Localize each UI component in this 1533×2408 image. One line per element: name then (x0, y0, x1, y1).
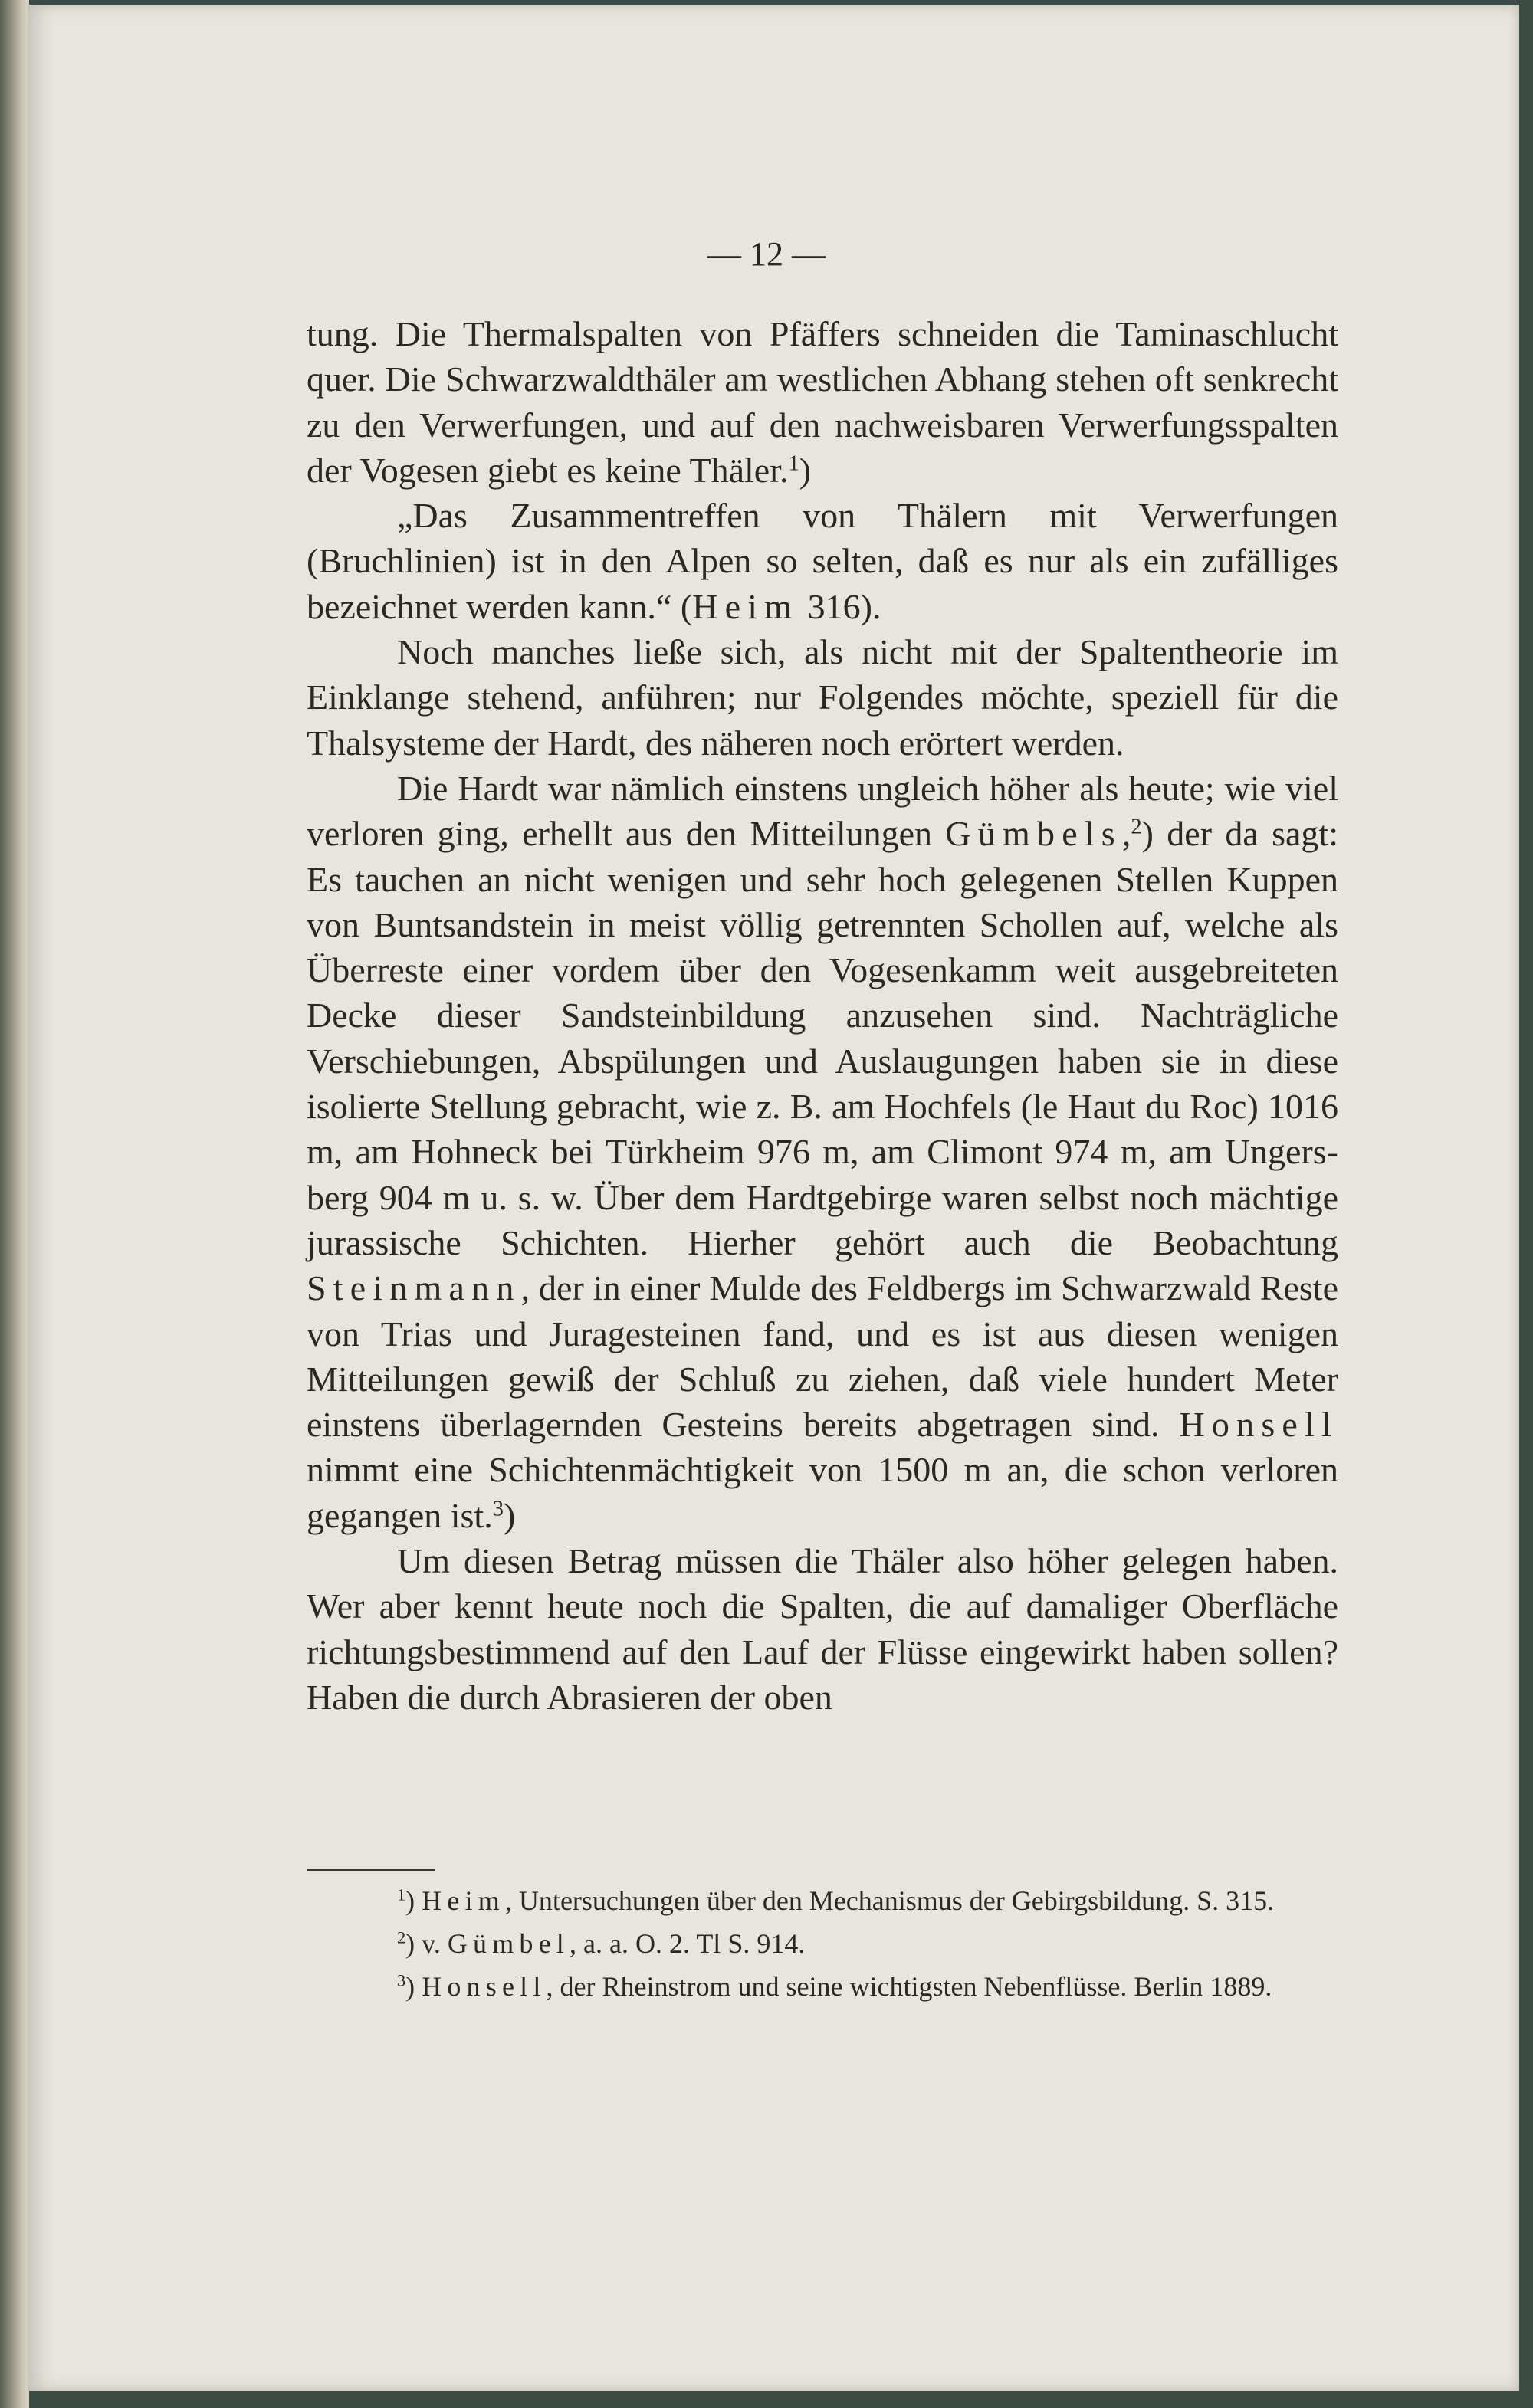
text-run: , der in einer Mulde des Feldbergs im Schwarzwald Reste von Trias und Juragesteinen fand, und es ist aus diesen wenigen Mitteilungen gewiß der Schluß zu ziehen, daß viele hundert Meter einstens überlagernden Gesteins bereits abgetragen sind. (307, 1268, 1338, 1445)
footnote-mark-paren: ) (405, 1928, 422, 1959)
footnotes (307, 1882, 1338, 2011)
spaced-name: Steinmann (307, 1268, 521, 1308)
spaced-name: Honsell (1179, 1405, 1338, 1445)
text-run: ) (799, 450, 812, 490)
spaced-name: Honsell (422, 1971, 547, 2002)
text-run: ) der da sagt: Es tauchen an nicht wenigen und sehr hoch gelegenen Stellen Kuppen von Buntsandstein in meist völlig getrennten Schollen auf, welche als Überreste einer vordem über den Vogesenkamm weit ausgebreiteten Decke dieser Sandsteinbildung anzusehen sind. Nachträgliche Verschiebungen, Abspülungen und Auslaugungen haben sie in diese isolierte Stellung gebracht, wie z. B. am Hochfels (le Haut du Roc) 1016 m, am Hohneck bei Türkheim 976 m, am Climont 974 m, am Ungersberg 904 m u. s. w. Über dem Hardtgebirge waren selbst noch mächtige jurassische Schichten. Hierher gehört auch die Beobachtung (307, 814, 1338, 1262)
footnote-ref: 1 (788, 451, 799, 476)
spaced-name: Gümbels (945, 814, 1122, 854)
text-run: Noch manches ließe sich, als nicht mit der Spaltentheorie im Einklange stehend, anführen; nur Folgendes möchte, speziell für die Thalsysteme der Hardt, des näheren noch erörtert werden. (307, 632, 1338, 763)
footnote-mark-paren: ) (405, 1971, 422, 2002)
text-run: v. (422, 1928, 448, 1959)
page-number: — 12 — (707, 235, 826, 273)
text-run: tung. Die Thermalspalten von Pfäffers schneiden die Taminaschlucht quer. Die Schwarzwaldthäler am westlichen Abhang stehen oft senkrecht zu den Verwerfungen, und auf den nachweisbaren Verwerfungsspalten der Vogesen giebt es keine Thäler. (307, 314, 1338, 490)
footnote-mark-paren: ) (405, 1885, 422, 1916)
footnote-mark: 2 (397, 1927, 406, 1947)
text-run: ) (503, 1495, 516, 1535)
footnote-mark: 3 (397, 1970, 406, 1990)
text-run: Die Hardt war nämlich einstens ungleich höher als heute; wie viel verloren ging, erhellt aus den Mitteilungen (307, 768, 1338, 854)
text-run: nimmt eine Schichtenmächtigkeit von 1500 m an, die schon verloren gegangen ist. (307, 1450, 1338, 1535)
text-run: , Untersuchungen über den Mechanismus der Gebirgsbildung. S. 315. (504, 1885, 1275, 1916)
paragraph (307, 1538, 1338, 1720)
footnote-mark: 1 (397, 1885, 406, 1904)
footnote-ref: 2 (1131, 815, 1142, 839)
text-run: Um diesen Betrag müssen die Thäler also höher gelegen haben. Wer aber kennt heute noch die Spalten, die auf damaliger Oberfläche richtungsbestimmend auf den Lauf der Flüsse eingewirkt haben sollen? Haben die durch Abrasieren der oben (307, 1541, 1338, 1717)
footnote-rule (307, 1869, 435, 1871)
text-run: , der Rheinstrom und seine wichtigsten Nebenflüsse. Berlin 1889. (546, 1971, 1272, 2002)
paragraph (307, 766, 1338, 1538)
paragraph (307, 493, 1338, 629)
book-spine-shadow (0, 0, 29, 2408)
text-run: , (1121, 814, 1131, 854)
paragraph (307, 629, 1338, 766)
footnote-ref: 3 (492, 1497, 504, 1521)
spaced-name: Heim (422, 1885, 505, 1916)
text-run: 316). (799, 586, 881, 626)
footnote (307, 1968, 1338, 2005)
footnote (307, 1882, 1338, 1919)
footnote (307, 1925, 1338, 1962)
text-run: „Das Zusammentreffen von Thälern mit Verwerfungen (Bruchlinien) ist in den Alpen so selten, daß es nur als ein zufälliges bezeichnet werden kann.“ ( (307, 496, 1338, 626)
paragraph (307, 311, 1338, 493)
spaced-name: Gümbel (447, 1928, 570, 1959)
spaced-name: Heim (692, 586, 799, 626)
text-run: , a. a. O. 2. Tl S. 914. (570, 1928, 806, 1959)
body-text (307, 311, 1338, 1720)
